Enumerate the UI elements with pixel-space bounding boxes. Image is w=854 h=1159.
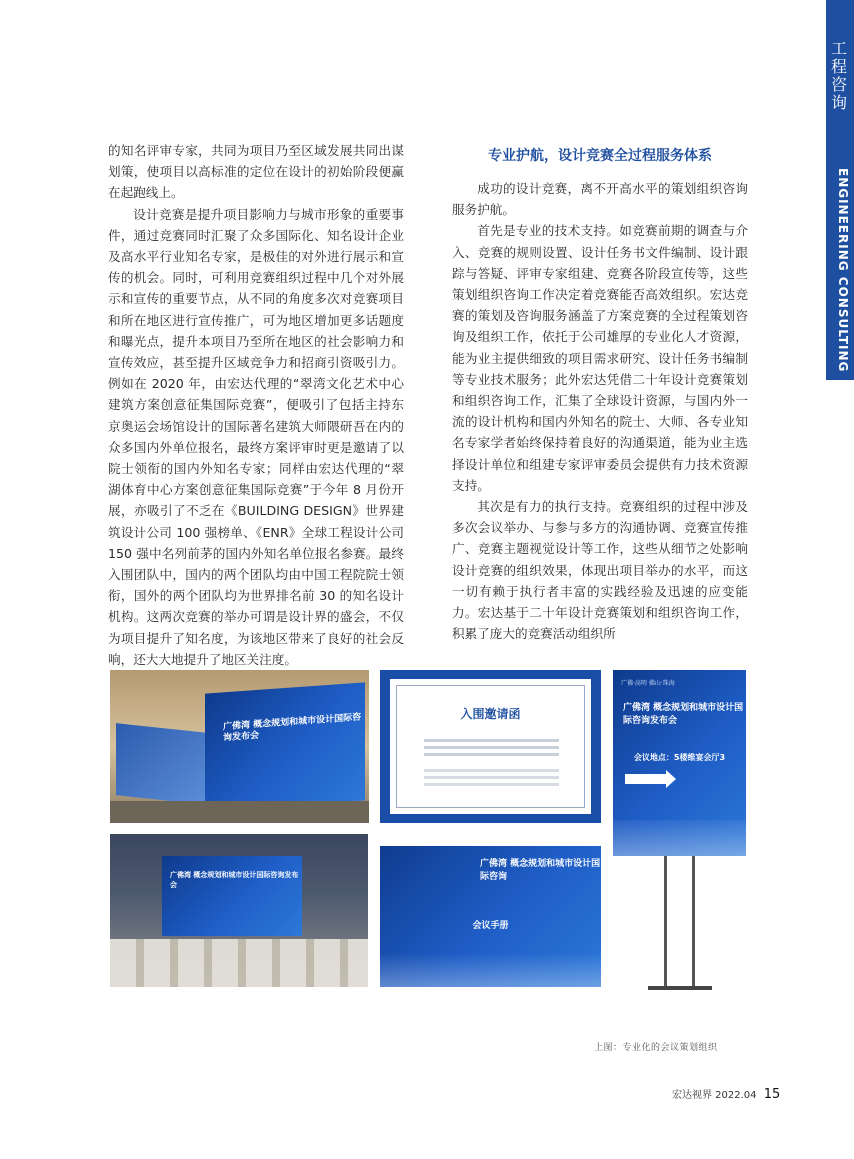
audience-tables [110,939,368,987]
paragraph: 成功的设计竞赛，离不开高水平的策划组织咨询服务护航。 [452,181,748,218]
backdrop-title: 广佛湾 概念规划和城市设计国际咨询发布会 [223,712,362,744]
side-char: 咨 [830,75,849,94]
page-number: 15 [763,1087,781,1102]
screen-title: 广佛湾 概念规划和城市设计国际咨询发布会 [170,871,299,889]
paragraph: 的知名评审专家，共同为项目乃至区域发展共同出谋划策，使项目以高标准的定位在设计的初始阶段便赢在起跑线上。 [108,143,404,201]
section-side-tab [826,0,854,380]
side-char: 工 [830,39,849,58]
manual-top-strip [380,834,601,846]
stand-leg [664,856,667,990]
photo-invitation-letter [380,670,601,823]
photo-conference-manual [380,834,601,987]
sign-header: 广佛·高明 佛山·珠海 [621,680,675,687]
photo-launch-stage [110,670,369,823]
paragraph: 其次是有力的执行支持。竞赛组织的过程中涉及多次会议举办、与参与多方的沟通协调、竞赛宣传推广、竞赛主题视觉设计等工作，这些从细节之处影响设计竞赛的组织效果，体现出项目举办的水平，而这一切有赖于执行者丰富的实践经验及迅速的应变能力。宏达基于二十年设计竞赛策划和组织咨询工作，积累了庞大的竞赛活动组织所 [452,499,748,642]
side-char: 程 [830,57,849,76]
stand-base [648,986,712,990]
stage-floor [110,801,369,823]
photo-venue-sign [613,670,746,856]
stand-leg [692,856,695,990]
invitation-text-lines [424,739,559,742]
right-text-column [452,146,748,644]
left-text-column [108,140,404,670]
section-heading: 专业护航，设计竞赛全过程服务体系 [488,148,712,164]
manual-logo: 广佛湾 概念规划和城市设计国际咨询 [480,859,601,882]
paragraph: 首先是专业的技术支持。如竞赛前期的调查与介入、竞赛的规则设置、设计任务书文件编制、设计跟踪与答疑、评审专家组建、竞赛各阶段宣传等，这些策划组织咨询工作决定着竞赛能否高效组织。宏达竞赛的策划及咨询服务涵盖了方案竞赛的全过程策划咨询及组织工作，依托于公司雄厚的专业化人才资源，能为业主提供细致的项目需求研究、设计任务书编制等专业技术服务；此外宏达凭借二十年设计竞赛策划和组织咨询工作，汇集了全球设计资源，与国内外一流的设计机构和国内外知名的院士、大师、各专业知名专家学者始终保持着良好的沟通渠道，能为业主选择设计单位和组建专家评审委员会提供有力技术资源支持。 [452,223,748,493]
invitation-frame [396,685,585,808]
page-footer [672,1086,780,1102]
section-label-en: ENGINEERING CONSULTING [836,168,850,373]
side-char: 询 [830,93,849,112]
hall-screen [162,856,302,936]
paragraph: 设计竞赛是提升项目影响力与城市形象的重要事件，通过竞赛同时汇聚了众多国际化、知名设计企业及高水平行业知名专家，是极佳的对外进行展示和宣传的机会。同时，可利用竞赛组织过程中几个对外展示和宣传的重要节点，从不同的角度多次对竞赛项目和所在地区进行宣传推广，可为地区增加更多话题度和曝光点，提升本项目乃至所在地区的社会影响力和宣传效应，甚至提升区域竞争力和招商引资吸引力。例如在 2020 年，由宏达代理的“翠湾文化艺术中心建筑方案创意征集国际竞赛”，便吸引了包括主持东京奥运会场馆设计的国际著名建筑大师隈研吾在内的众多国内外单位报名，最终方案评审时更是邀请了以院士领衔的国内外知名专家；同样由宏达代理的“翠湖体育中心方案创意征集国际竞赛”于今年 8 月份开展，亦吸引了不乏在《BUILDING DESIGN》世界建筑设计公司 100 强榜单、《ENR》全球工程设计公司 150 强中名列前茅的国内外知名单位报名参赛。最终入围团队中，国内的两个团队均由中国工程院院士领衔，国外的两个团队均为世界排名前 30 的知名设计机构。这两次竞赛的举办可谓是设计界的盛会，不仅为项目提升了知名度，为该地区带来了良好的社会反响，还大大地提升了地区关注度。 [108,206,404,667]
sign-venue-text: 会议地点：5楼维宴会厅3 [633,753,726,762]
manual-title: 会议手册 [472,921,509,931]
arrow-right-icon [625,774,667,784]
sign-logo: 广佛湾 概念规划和城市设计国际咨询发布会 [623,703,744,726]
photo-conference-hall [110,834,368,987]
skyline-graphic [613,820,746,856]
skyline-graphic [380,953,601,987]
section-label-cn [826,40,854,112]
photo-caption: 上图：专业化的会议策划组织 [594,1043,718,1053]
invitation-title: 入围邀请函 [460,707,521,721]
stage-backdrop [205,682,365,811]
invitation-card [390,679,591,814]
magazine-issue: 宏达视界 2022.04 [672,1090,757,1101]
side-screen [116,723,208,805]
